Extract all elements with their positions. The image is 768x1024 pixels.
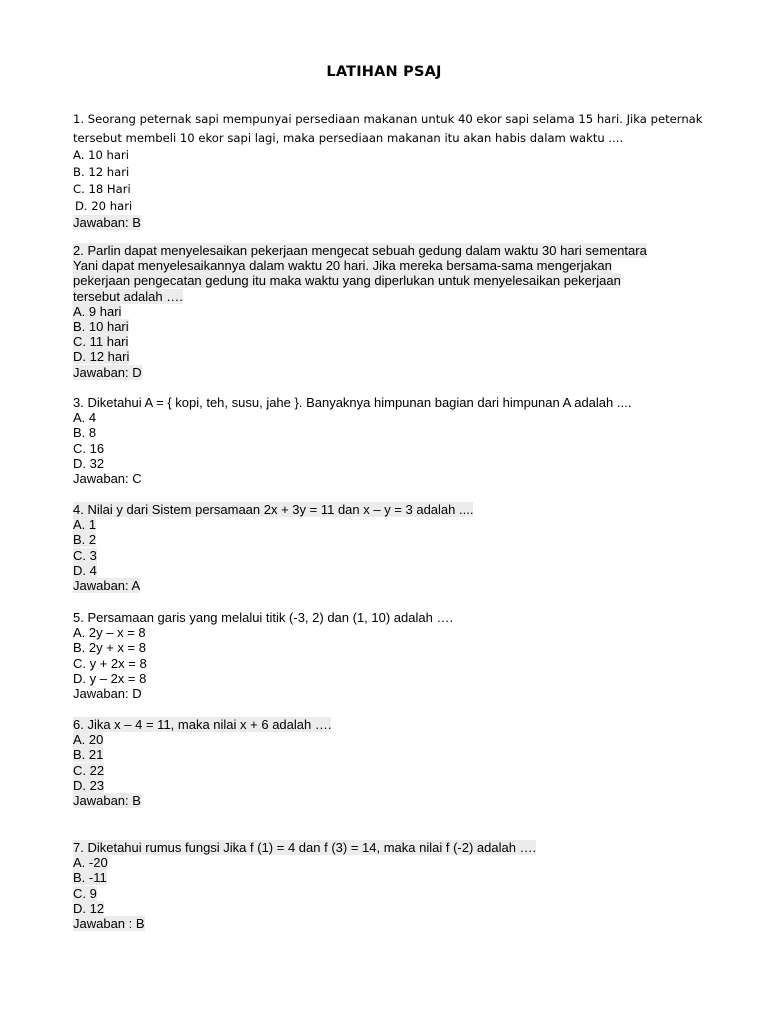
question-3-stem: 3. Diketahui A = { kopi, teh, susu, jahe }. Banyaknya himpunan bagian dari himpunan A adalah .... bbox=[73, 395, 632, 410]
question-7-option-b: B. -11 bbox=[73, 870, 107, 886]
question-7-option-a: A. -20 bbox=[73, 855, 108, 871]
question-7-stem: 7. Diketahui rumus fungsi Jika f (1) = 4 dan f (3) = 14, maka nilai f (-2) adalah …. bbox=[73, 840, 537, 855]
question-6 bbox=[73, 717, 713, 808]
question-3 bbox=[73, 395, 713, 486]
question-7 bbox=[73, 840, 713, 931]
question-1-answer: Jawaban: B bbox=[73, 215, 141, 230]
question-2-option-a: A. 9 hari bbox=[73, 303, 122, 319]
question-1-option-b: B. 12 hari bbox=[73, 165, 130, 179]
question-1 bbox=[73, 110, 713, 230]
question-7-option-d: D. 12 bbox=[73, 900, 105, 916]
question-2-stem-line-1: 2. Parlin dapat menyelesaikan pekerjaan mengecat sebuah gedung dalam waktu 30 hari sementara bbox=[73, 243, 647, 258]
question-4-option-b: B. 2 bbox=[73, 532, 97, 548]
question-3-answer: Jawaban: C bbox=[73, 471, 142, 487]
question-3-option-a: A. 4 bbox=[73, 410, 97, 426]
question-5 bbox=[73, 610, 713, 701]
question-6-option-b: B. 21 bbox=[73, 747, 104, 763]
question-6-option-a: A. 20 bbox=[73, 732, 104, 748]
question-2-option-b: B. 10 hari bbox=[73, 319, 129, 335]
question-6-stem: 6. Jika x – 4 = 11, maka nilai x + 6 adalah …. bbox=[73, 717, 332, 732]
question-4 bbox=[73, 502, 713, 593]
question-5-stem: 5. Persamaan garis yang melalui titik (-3, 2) dan (1, 10) adalah …. bbox=[73, 610, 454, 625]
question-4-option-c: C. 3 bbox=[73, 547, 97, 563]
question-1-option-a: A. 10 hari bbox=[73, 148, 129, 162]
question-5-answer: Jawaban: D bbox=[73, 686, 142, 702]
question-1-stem-line-1: 1. Seorang peternak sapi mempunyai persediaan makanan untuk 40 ekor sapi selama 15 hari. Jika peternak bbox=[73, 112, 703, 126]
question-1-option-c: C. 18 Hari bbox=[73, 182, 131, 196]
question-6-answer: Jawaban: B bbox=[73, 793, 141, 809]
question-4-option-d: D. 4 bbox=[73, 562, 97, 578]
question-4-stem: 4. Nilai y dari Sistem persamaan 2x + 3y = 11 dan x – y = 3 adalah .... bbox=[73, 502, 474, 517]
page-title: LATIHAN PSAJ bbox=[326, 64, 442, 80]
question-2-option-d: D. 12 hari bbox=[73, 349, 130, 365]
question-5-option-b: B. 2y + x = 8 bbox=[73, 640, 146, 656]
question-1-option-d: D. 20 hari bbox=[75, 199, 133, 213]
question-2-stem-line-4: tersebut adalah …. bbox=[73, 288, 183, 304]
question-5-option-a: A. 2y – x = 8 bbox=[73, 625, 146, 641]
question-2-stem-line-3: pekerjaan pengecatan gedung itu maka waktu yang diperlukan untuk menyelesaikan pekerjaan bbox=[73, 273, 621, 289]
question-2-option-c: C. 11 hari bbox=[73, 334, 129, 350]
question-2 bbox=[73, 243, 713, 380]
question-2-answer: Jawaban: D bbox=[73, 364, 142, 380]
question-4-answer: Jawaban: A bbox=[73, 578, 141, 594]
question-1-stem-line-2: tersebut membeli 10 ekor sapi lagi, maka persediaan makanan itu akan habis dalam waktu .... bbox=[73, 130, 624, 145]
question-3-option-b: B. 8 bbox=[73, 425, 97, 441]
question-4-option-a: A. 1 bbox=[73, 517, 97, 533]
question-2-stem-line-2: Yani dapat menyelesaikannya dalam waktu 20 hari. Jika mereka bersama-sama mengerjakan bbox=[73, 258, 612, 274]
question-3-option-d: D. 32 bbox=[73, 455, 105, 471]
question-7-answer: Jawaban : B bbox=[73, 916, 145, 932]
question-3-option-c: C. 16 bbox=[73, 440, 105, 456]
question-7-option-c: C. 9 bbox=[73, 885, 97, 901]
question-6-option-d: D. 23 bbox=[73, 777, 105, 793]
question-6-option-c: C. 22 bbox=[73, 762, 105, 778]
question-5-option-d: D. y – 2x = 8 bbox=[73, 670, 147, 686]
question-5-option-c: C. y + 2x = 8 bbox=[73, 655, 147, 671]
